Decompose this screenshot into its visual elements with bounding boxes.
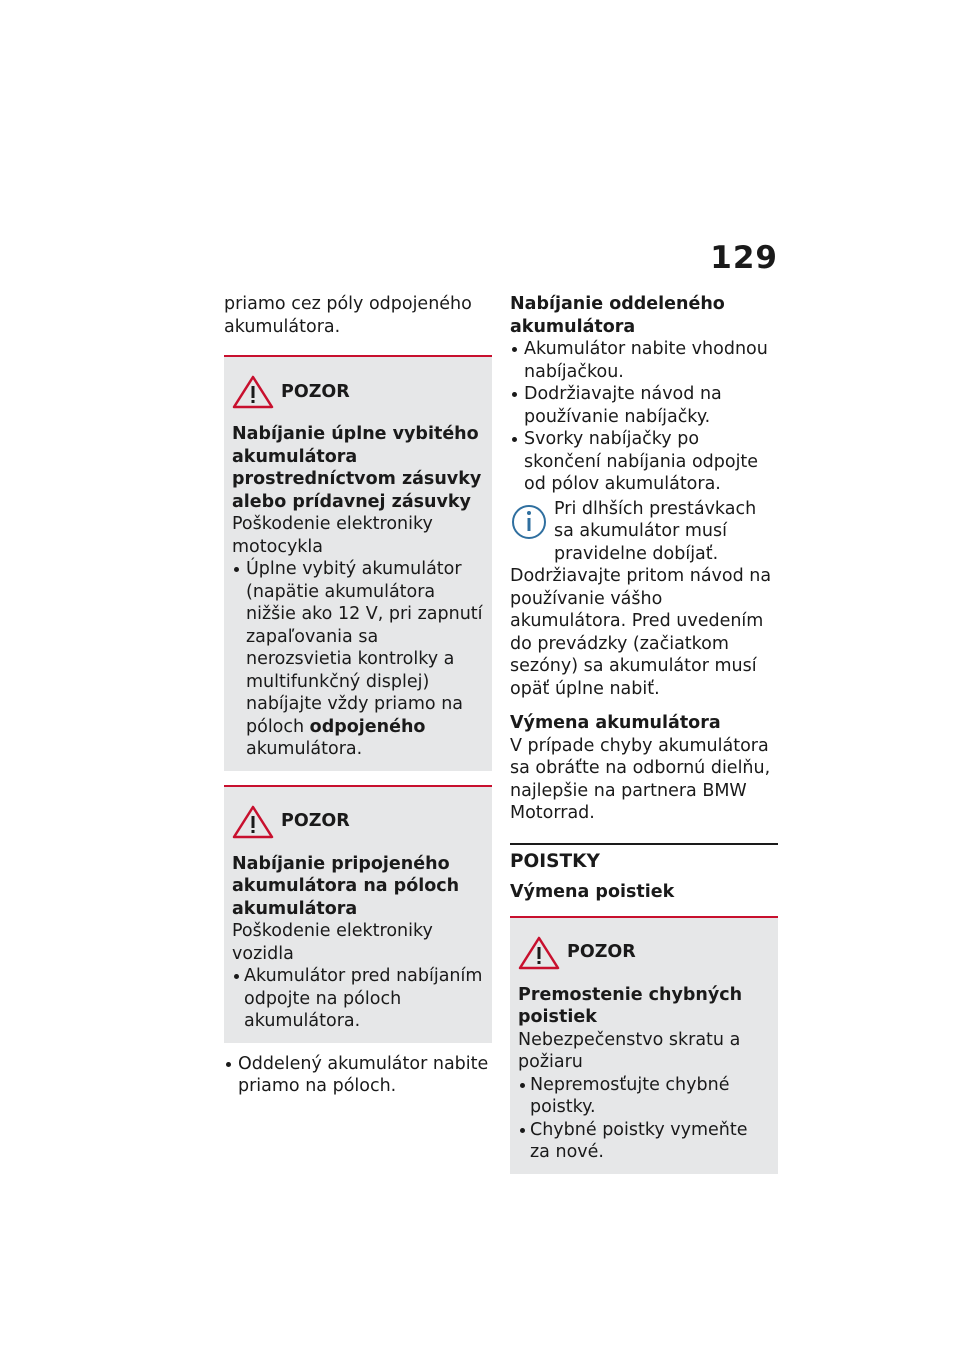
info-icon <box>510 500 548 544</box>
list-item: Dodržiavajte návod na používanie nabíjačky. <box>510 383 778 428</box>
warning-title: Nabíjanie pripojeného akumulátora na póloch akumulátora <box>232 853 460 919</box>
list-item: Akumulátor nabite vhodnou nabíjačkou. <box>510 338 778 383</box>
warning-triangle-icon <box>518 936 560 970</box>
info-note <box>510 498 778 701</box>
list-item: Akumulátor pred nabíjaním odpojte na póloch akumulátora. <box>232 965 484 1033</box>
list-item: Svorky nabíjačky po skončení nabíjania odpojte od pólov akumulátora. <box>510 428 778 496</box>
list-item: Oddelený akumulátor nabite priamo na póloch. <box>224 1053 492 1098</box>
warning-header <box>232 805 484 839</box>
warning-label: POZOR <box>281 811 350 832</box>
list-item: Chybné poistky vymeňte za nové. <box>518 1119 770 1164</box>
section-heading: Nabíjanie oddeleného akumulátora <box>510 294 725 337</box>
warning-consequence: Poškodenie elektroniky vozidla <box>232 921 433 964</box>
list-item: Nepremosťujte chybné poistky. <box>518 1074 770 1119</box>
warning-consequence: Poškodenie elektroniky motocykla <box>232 514 433 557</box>
warning-label: POZOR <box>281 381 350 402</box>
warning-header <box>232 375 484 409</box>
warning-box-2 <box>224 785 492 1043</box>
chapter-heading: POISTKY <box>510 850 600 872</box>
warning-header <box>518 936 770 970</box>
warning-triangle-icon <box>232 375 274 409</box>
instruction-list <box>510 338 778 496</box>
warning-box-3 <box>510 916 778 1174</box>
warning-label: POZOR <box>567 942 636 963</box>
warning-box-1 <box>224 355 492 771</box>
warning-consequence: Nebezpečenstvo skratu a požiaru <box>518 1029 741 1072</box>
warning-title: Premostenie chybných poistiek <box>518 984 743 1027</box>
warning-list <box>232 965 484 1033</box>
section-heading: Výmena akumulátora <box>510 713 721 733</box>
section-divider <box>510 843 778 845</box>
list-item: Úplne vybitý akumulátor (napätie akumulátora nižšie ako 12 V, pri zapnutí zapaľovania sa nerozsvietia kontrolky a multifunkčný displej) nabíjajte vždy priamo na póloch odpojeného akumulátora. <box>232 558 484 761</box>
intro-text: priamo cez póly odpojeného akumulátora. <box>224 294 472 337</box>
page-number: 129 <box>710 240 778 276</box>
warning-list <box>232 558 484 761</box>
emphasis-text: odpojeného <box>309 716 426 737</box>
left-column <box>224 293 492 1098</box>
section-text: V prípade chyby akumulátora sa obráťte na odbornú dielňu, najlepšie na partnera BMW Motorrad. <box>510 735 771 823</box>
info-text: Pri dlhších prestávkach sa akumulátor musí pravidelne dobíjať. Dodržiavajte pritom návod na používanie vášho akumulátora. Pred uvedením do prevádzky (začiatkom sezóny) sa akumulátor musí opäť úplne nabiť. <box>510 498 772 699</box>
warning-triangle-icon <box>232 805 274 839</box>
warning-list <box>518 1074 770 1164</box>
section-heading: Výmena poistiek <box>510 882 675 902</box>
instruction-list <box>224 1053 492 1098</box>
warning-title: Nabíjanie úplne vybitého akumulátora prostredníctvom zásuvky alebo prídavnej zásuvky <box>232 424 482 512</box>
right-column <box>510 293 778 1184</box>
